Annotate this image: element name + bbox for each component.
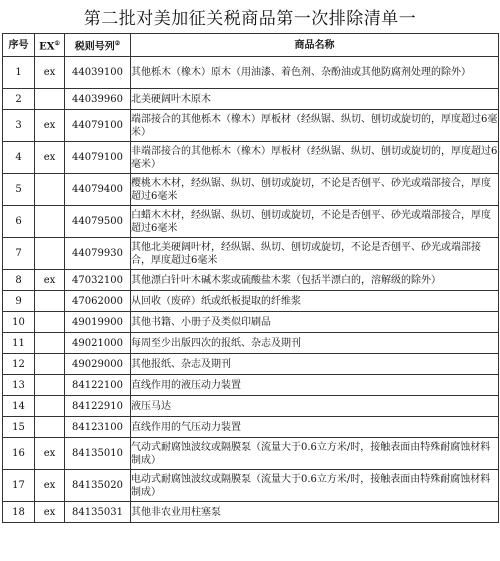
row-ex (35, 375, 65, 396)
row-tariff-code: 84123100 (65, 417, 131, 438)
row-seq: 7 (3, 238, 35, 270)
row-ex: ex (35, 110, 65, 142)
table-row (3, 57, 499, 89)
row-seq: 2 (3, 89, 35, 110)
row-product-name: 非端部接合的其他栎木（橡木）厚板材（经纵锯、纵切、刨切或旋切的，厚度超过6毫米） (131, 142, 499, 174)
row-ex (35, 354, 65, 375)
row-tariff-code: 84122100 (65, 375, 131, 396)
table-row (3, 89, 499, 110)
row-tariff-code: 44079100 (65, 110, 131, 142)
row-product-name: 直线作用的气压动力装置 (131, 417, 499, 438)
row-seq: 15 (3, 417, 35, 438)
row-product-name: 其他非农业用柱塞泵 (131, 502, 499, 523)
row-tariff-code: 47032100 (65, 270, 131, 291)
row-tariff-code: 44039960 (65, 89, 131, 110)
header-ex (35, 34, 65, 57)
row-ex: ex (35, 470, 65, 502)
row-tariff-code: 44039100 (65, 57, 131, 89)
row-product-name: 电动式耐腐蚀波纹或隔膜泵（流量大于0.6立方米/时，接触表面由特殊耐腐蚀材料制成） (131, 470, 499, 502)
row-ex (35, 417, 65, 438)
page-title: 第二批对美加征关税商品第一次排除清单一 (83, 9, 417, 29)
row-tariff-code: 44079500 (65, 206, 131, 238)
row-seq: 5 (3, 174, 35, 206)
exclusion-list-table (2, 33, 499, 523)
row-ex (35, 238, 65, 270)
row-tariff-code: 49021000 (65, 333, 131, 354)
table-row (3, 502, 499, 523)
table-row (3, 206, 499, 238)
row-product-name: 气动式耐腐蚀波纹或隔膜泵（流量大于0.6立方米/时，接触表面由特殊耐腐蚀材料制成） (131, 438, 499, 470)
row-tariff-code: 84135010 (65, 438, 131, 470)
header-code-label: 税则号列 (74, 41, 115, 53)
header-ex-footnote: ① (54, 39, 60, 47)
table-row (3, 238, 499, 270)
row-tariff-code: 44079100 (65, 142, 131, 174)
row-tariff-code: 84135031 (65, 502, 131, 523)
row-ex (35, 333, 65, 354)
row-seq: 9 (3, 291, 35, 312)
table-row (3, 333, 499, 354)
row-product-name: 其他报纸、杂志及期刊 (131, 354, 499, 375)
table-row (3, 312, 499, 333)
header-seq: 序号 (3, 34, 35, 57)
row-product-name: 其他漂白针叶木碱木浆或硫酸盐木浆（包括半漂白的，溶解级的除外） (131, 270, 499, 291)
row-product-name: 每周至少出版四次的报纸、杂志及期刊 (131, 333, 499, 354)
header-tariff-code (65, 34, 131, 57)
row-ex (35, 206, 65, 238)
row-product-name: 北美硬阔叶木原木 (131, 89, 499, 110)
header-ex-label: EX (39, 41, 55, 53)
row-seq: 16 (3, 438, 35, 470)
row-product-name: 樱桃木木材，经纵锯、纵切、刨切或旋切，不论是否刨平、砂光或端部接合，厚度超过6毫米 (131, 174, 499, 206)
row-seq: 12 (3, 354, 35, 375)
row-seq: 11 (3, 333, 35, 354)
table-row (3, 142, 499, 174)
row-seq: 14 (3, 396, 35, 417)
table-row (3, 438, 499, 470)
row-product-name: 从回收（废碎）纸或纸板提取的纤维浆 (131, 291, 499, 312)
row-ex: ex (35, 142, 65, 174)
row-ex: ex (35, 502, 65, 523)
row-ex: ex (35, 438, 65, 470)
row-tariff-code: 49029000 (65, 354, 131, 375)
row-product-name: 其他北美硬阔叶材，经纵锯、纵切、刨切或旋切，不论是否刨平、砂光或端部接合，厚度超过6毫米 (131, 238, 499, 270)
row-tariff-code: 47062000 (65, 291, 131, 312)
row-ex (35, 174, 65, 206)
row-product-name: 液压马达 (131, 396, 499, 417)
table-row (3, 270, 499, 291)
table-row (3, 110, 499, 142)
row-seq: 8 (3, 270, 35, 291)
table-row (3, 174, 499, 206)
row-tariff-code: 84122910 (65, 396, 131, 417)
table-row (3, 375, 499, 396)
row-product-name: 白蜡木木材，经纵锯、纵切、刨切或旋切，不论是否刨平、砂光或端部接合，厚度超过6毫米 (131, 206, 499, 238)
row-seq: 10 (3, 312, 35, 333)
row-seq: 4 (3, 142, 35, 174)
row-seq: 3 (3, 110, 35, 142)
row-tariff-code: 44079930 (65, 238, 131, 270)
row-tariff-code: 49019900 (65, 312, 131, 333)
table-row (3, 396, 499, 417)
row-seq: 17 (3, 470, 35, 502)
header-code-footnote: ② (114, 39, 121, 47)
table-header-row (3, 34, 499, 57)
row-product-name: 端部接合的其他栎木（橡木）厚板材（经纵锯、纵切、刨切或旋切的，厚度超过6毫米） (131, 110, 499, 142)
row-seq: 1 (3, 57, 35, 89)
row-seq: 18 (3, 502, 35, 523)
row-product-name: 其他书籍、小册子及类似印刷品 (131, 312, 499, 333)
row-ex: ex (35, 57, 65, 89)
table-row (3, 354, 499, 375)
header-product-name: 商品名称 (131, 34, 499, 57)
row-tariff-code: 44079400 (65, 174, 131, 206)
row-ex (35, 396, 65, 417)
row-seq: 6 (3, 206, 35, 238)
row-ex (35, 291, 65, 312)
row-product-name: 直线作用的液压动力装置 (131, 375, 499, 396)
row-product-name: 其他栎木（橡木）原木（用油漆、着色剂、杂酚油或其他防腐剂处理的除外） (131, 57, 499, 89)
row-ex: ex (35, 270, 65, 291)
row-ex (35, 89, 65, 110)
row-tariff-code: 84135020 (65, 470, 131, 502)
row-ex (35, 312, 65, 333)
table-row (3, 417, 499, 438)
table-row (3, 470, 499, 502)
table-row (3, 291, 499, 312)
row-seq: 13 (3, 375, 35, 396)
